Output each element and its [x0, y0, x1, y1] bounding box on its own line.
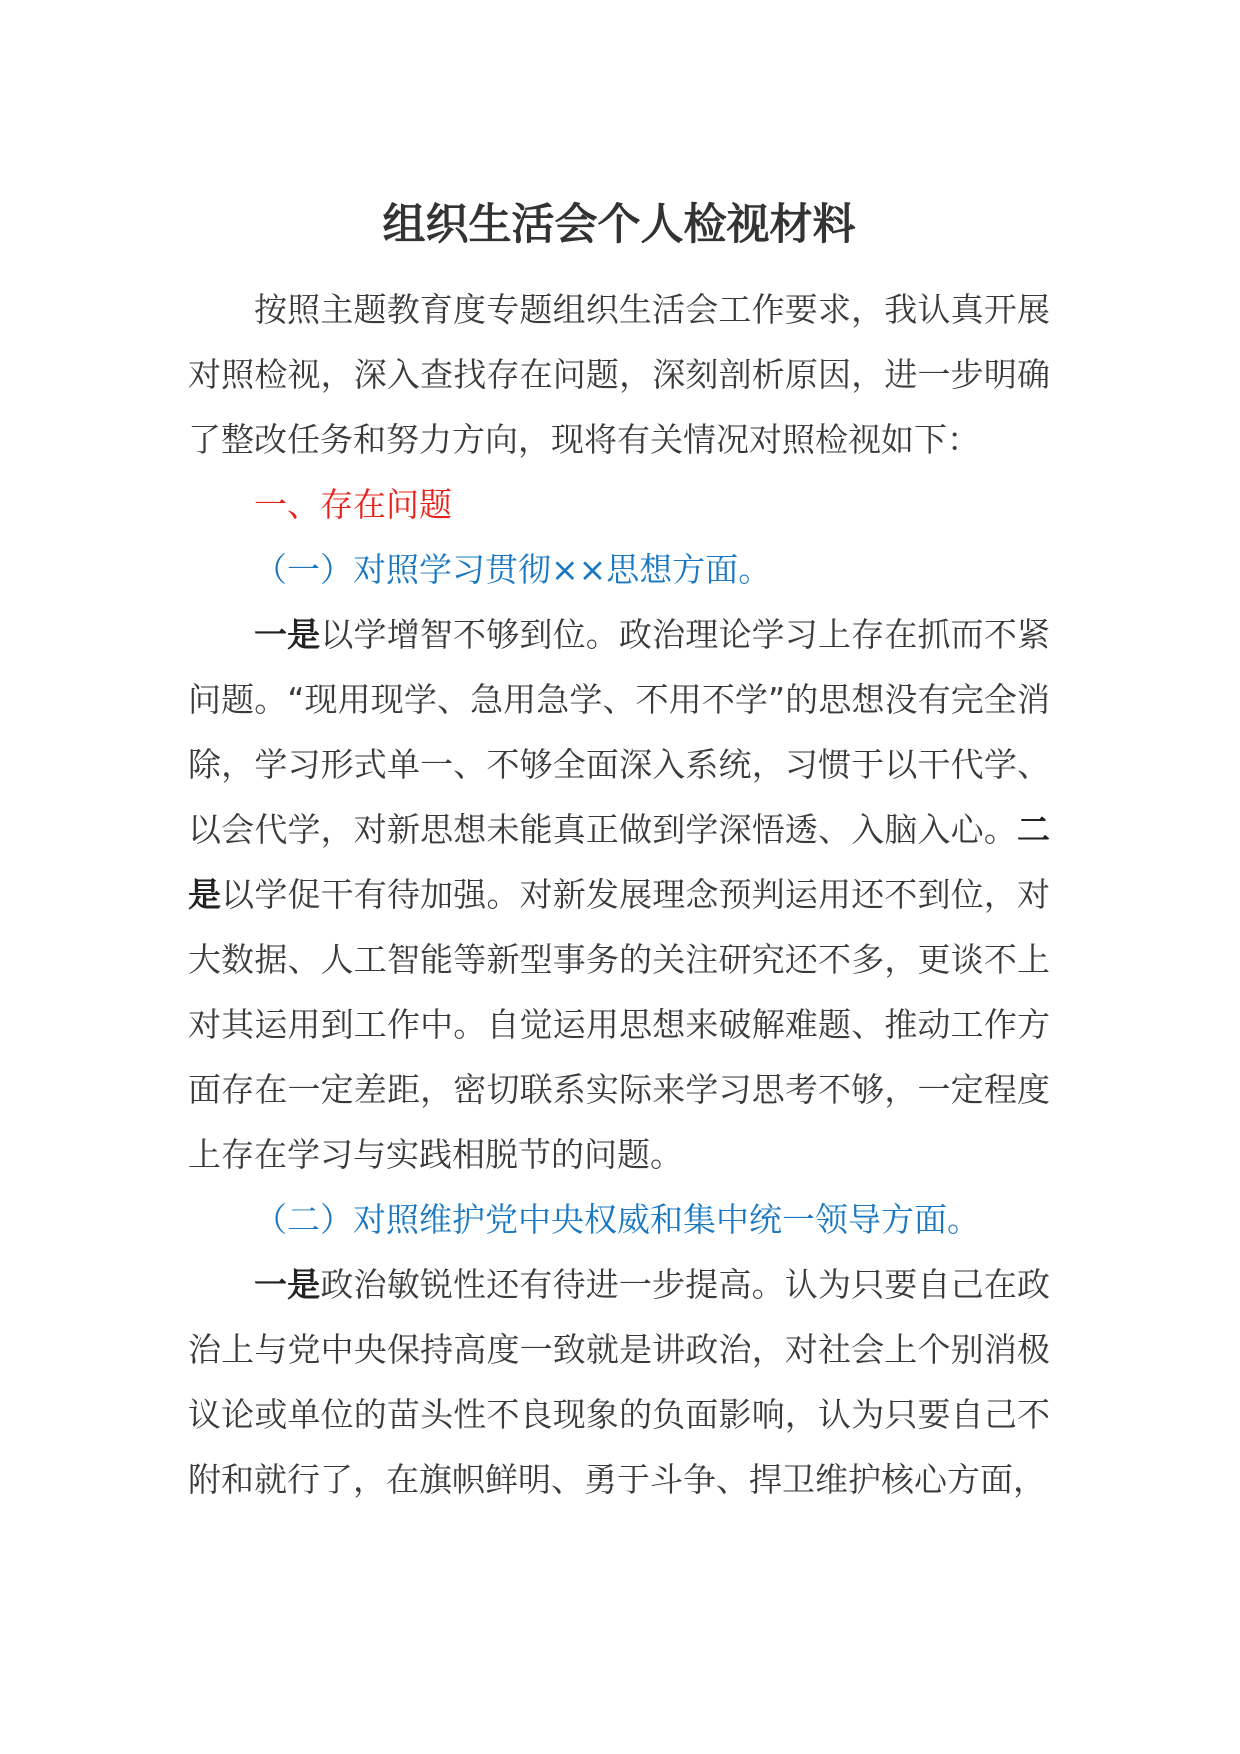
paragraph-text: 政治敏锐性还有待进一步提高。认为只要自己在政治上与党中央保持高度一致就是讲政治，对社会上个别消极议论或单位的苗头性不良现象的负面影响，认为只要自己不附和就行了，在旗帜鲜明、勇于斗争、捍卫维护核心方面，: [188, 1265, 1051, 1499]
document-body: [188, 195, 1050, 1512]
lead-marker-first: 一是: [254, 1265, 321, 1304]
paragraph-text: 以学促干有待加强。对新发展理念预判运用还不到位，对大数据、人工智能等新型事务的关注研究还不多，更谈不上对其运用到工作中。自觉运用思想来破解难题、推动工作方面存在一定差距，密切联系实际来学习思考不够，一定程度上存在学习与实践相脱节的问题。: [188, 875, 1051, 1174]
lead-marker-first: 一是: [254, 615, 321, 654]
lead-marker-second: 二是: [188, 810, 1050, 914]
study-paragraph: [188, 602, 1050, 1187]
subsection-heading-study: （一）对照学习贯彻××思想方面。: [254, 550, 772, 589]
section-heading-problems: 一、存在问题: [254, 485, 452, 524]
authority-paragraph: [188, 1252, 1050, 1512]
subsection-heading-authority: （二）对照维护党中央权威和集中统一领导方面。: [254, 1200, 980, 1239]
document-title: 组织生活会个人检视材料: [382, 200, 856, 250]
intro-paragraph: 按照主题教育度专题组织生活会工作要求，我认真开展对照检视，深入查找存在问题，深刻剖析原因，进一步明确了整改任务和努力方向，现将有关情况对照检视如下：: [188, 290, 1050, 459]
paragraph-text: 以学增智不够到位。政治理论学习上存在抓而不紧问题。“现用现学、急用急学、不用不学”的思想没有完全消除，学习形式单一、不够全面深入系统，习惯于以干代学、以会代学，对新思想未能真正做到学深悟透、入脑入心。: [188, 615, 1051, 849]
